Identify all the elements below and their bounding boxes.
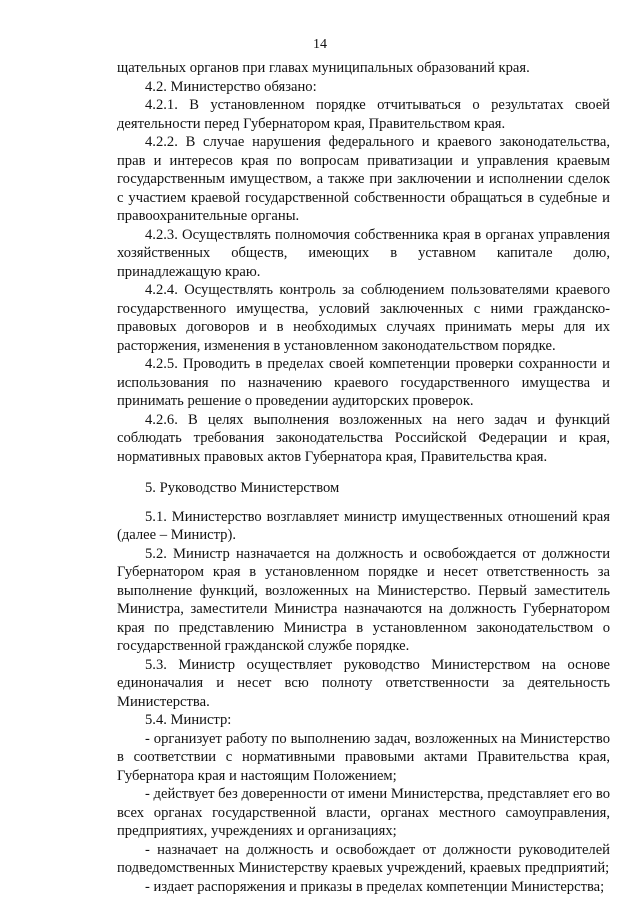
paragraph-continuation: щательных органов при главах муниципальных образований края. — [117, 60, 530, 76]
paragraph-4-2-5: 4.2.5. Проводить в пределах своей компетенции проверки сохранности и использования по назначению краевого государственного имущества и принимать решение о проведении аудиторских проверок. — [117, 356, 610, 409]
paragraph-5-2: 5.2. Министр назначается на должность и освобождается от должности Губернатором края в установленном порядке и несет ответственность за выполнение функций, возложенных на Министерство. Первый заместитель Министра, заместители Министра назначаются на должность Губернатором края по представлению Министра в установленном законодательством о государственной гражданской службе порядке. — [117, 545, 610, 654]
paragraph-4-2: 4.2. Министерство обязано: — [145, 78, 317, 95]
paragraph-4-2-6: 4.2.6. В целях выполнения возложенных на него задач и функций соблюдать требования законодательства Российской Федерации и края, нормативных правовых актов Губернатора края, Правительства края. — [117, 411, 610, 465]
list-item: - назначает на должность и освобождает от должности руководителей подведомственных Министерству краевых учреждений, краевых предприятий; — [117, 841, 610, 876]
paragraph-4-2-4: 4.2.4. Осуществлять контроль за соблюдением пользователями краевого государственного имущества, условий заключенных с ними гражданско-правовых договоров и в необходимых случаях принимать меры для их расторжения, изменения в установленном законодательством порядке. — [117, 282, 610, 354]
paragraph-5-3: 5.3. Министр осуществляет руководство Министерством на основе единоначалия и несет всю полноту ответственности за деятельность Министерства. — [117, 656, 610, 710]
document-body — [117, 59, 610, 896]
paragraph-4-2-2: 4.2.2. В случае нарушения федерального и краевого законодательства, прав и интересов края по вопросам приватизации и управления краевым государственным имуществом, а также при заключении и исполнении сделок с участием краевой государственной собственности обращаться в судебные и правоохранительные органы. — [117, 134, 610, 224]
paragraph-4-2-3: 4.2.3. Осуществлять полномочия собственника края в органах управления хозяйственных обществ, имеющих в уставном капитале долю, принадлежащую краю. — [117, 226, 610, 280]
paragraph-5-4: 5.4. Министр: — [145, 712, 232, 728]
list-item: - издает распоряжения и приказы в пределах компетенции Министерства; — [145, 878, 605, 895]
list-item: - организует работу по выполнению задач, возложенных на Министерство в соответствии с нормативными правовыми актами Правительства края, Губернатора края и настоящим Положением; — [117, 730, 610, 784]
paragraph-5-1: 5.1. Министерство возглавляет министр имущественных отношений края (далее – Министр). — [117, 508, 610, 543]
paragraph-4-2-1: 4.2.1. В установленном порядке отчитываться о результатах своей деятельности перед Губернатором края, Правительством края. — [117, 97, 610, 132]
page-number: 14 — [313, 37, 327, 52]
section-5-heading: 5. Руководство Министерством — [145, 480, 340, 496]
list-item: - действует без доверенности от имени Министерства, представляет его во всех органах государственной власти, органах местного самоуправления, предприятиях, учреждениях и организациях; — [117, 786, 610, 839]
